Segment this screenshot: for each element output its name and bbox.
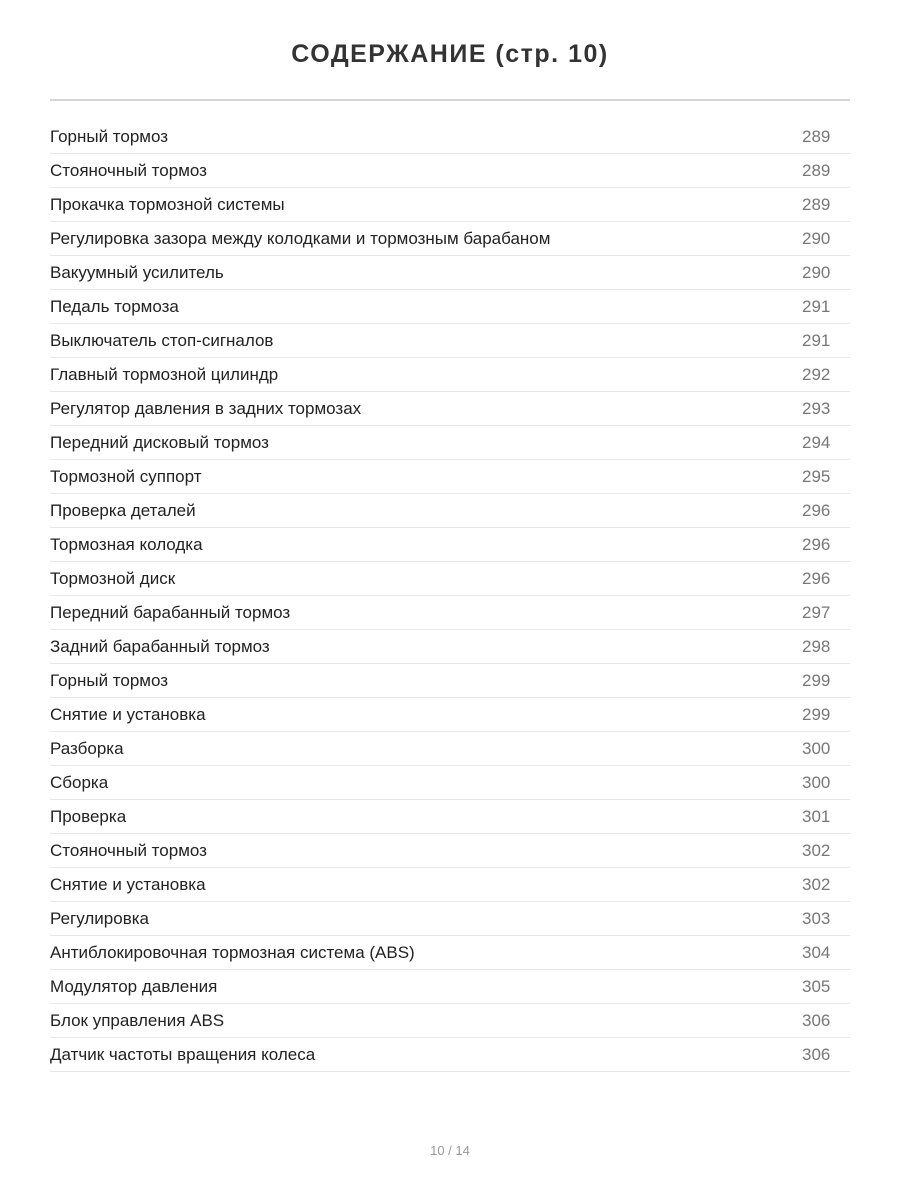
- toc-entry[interactable]: [50, 630, 850, 664]
- toc-entry-page-number: 297: [802, 603, 831, 622]
- toc-entry[interactable]: [50, 732, 850, 766]
- toc-entry-label: Тормозной диск: [50, 569, 176, 588]
- toc-entry[interactable]: [50, 698, 850, 732]
- toc-entry-label: Датчик частоты вращения колеса: [50, 1045, 316, 1064]
- toc-entry-page-number: 290: [802, 263, 831, 282]
- toc-entry-page-number: 300: [802, 773, 831, 792]
- toc-entry-label: Задний барабанный тормоз: [50, 637, 270, 656]
- title-divider: [50, 99, 850, 101]
- toc-entry-label: Стояночный тормоз: [50, 841, 207, 860]
- toc-entry-page-number: 304: [802, 943, 831, 962]
- toc-entry-page-number: 295: [802, 467, 831, 486]
- toc-entry[interactable]: [50, 256, 850, 290]
- toc-entry-label: Вакуумный усилитель: [50, 263, 224, 282]
- toc-entry[interactable]: [50, 1038, 850, 1072]
- toc-entry[interactable]: [50, 834, 850, 868]
- page-indicator: 10 / 14: [430, 1143, 470, 1158]
- toc-entry-page-number: 298: [802, 637, 831, 656]
- toc-entry-label: Модулятор давления: [50, 977, 218, 996]
- toc-entry-label: Блок управления ABS: [50, 1011, 225, 1030]
- toc-entry-label: Проверка: [50, 807, 127, 826]
- toc-entry-page-number: 291: [802, 297, 831, 316]
- toc-entry-page-number: 302: [802, 875, 831, 894]
- toc-entry-label: Стояночный тормоз: [50, 161, 207, 180]
- toc-entry[interactable]: [50, 392, 850, 426]
- toc-entry-label: Снятие и установка: [50, 705, 206, 724]
- toc-entry-page-number: 296: [802, 569, 831, 588]
- toc-entry-label: Педаль тормоза: [50, 297, 179, 316]
- toc-entry-label: Сборка: [50, 773, 109, 792]
- toc-entry[interactable]: [50, 970, 850, 1004]
- toc-entry[interactable]: [50, 290, 850, 324]
- toc-entry[interactable]: [50, 222, 850, 256]
- toc-entry[interactable]: [50, 324, 850, 358]
- toc-entry[interactable]: [50, 596, 850, 630]
- toc-entry[interactable]: [50, 868, 850, 902]
- toc-entry[interactable]: [50, 664, 850, 698]
- toc-entry-page-number: 302: [802, 841, 831, 860]
- page-title: СОДЕРЖАНИЕ (стр. 10): [291, 40, 609, 68]
- toc-entry-page-number: 293: [802, 399, 831, 418]
- toc-entry[interactable]: [50, 426, 850, 460]
- toc-entry-page-number: 290: [802, 229, 831, 248]
- toc-entry-page-number: 306: [802, 1045, 831, 1064]
- toc-entry-page-number: 296: [802, 535, 831, 554]
- toc-entry-page-number: 291: [802, 331, 831, 350]
- toc-entry[interactable]: [50, 562, 850, 596]
- toc-entry-label: Регулятор давления в задних тормозах: [50, 399, 362, 418]
- toc-entry[interactable]: [50, 902, 850, 936]
- toc-entry-page-number: 289: [802, 161, 831, 180]
- toc-entry-page-number: 303: [802, 909, 831, 928]
- toc-entry[interactable]: [50, 358, 850, 392]
- toc-entry-page-number: 299: [802, 705, 831, 724]
- toc-entry-page-number: 289: [802, 195, 831, 214]
- toc-entry[interactable]: [50, 936, 850, 970]
- toc-entry[interactable]: [50, 154, 850, 188]
- toc-entry[interactable]: [50, 528, 850, 562]
- toc-entry-page-number: 294: [802, 433, 831, 452]
- toc-entry-label: Снятие и установка: [50, 875, 206, 894]
- toc-entry-page-number: 306: [802, 1011, 831, 1030]
- toc-entry[interactable]: [50, 460, 850, 494]
- toc-entry[interactable]: [50, 120, 850, 154]
- toc-entry-page-number: 299: [802, 671, 831, 690]
- toc-entry-page-number: 300: [802, 739, 831, 758]
- toc-entry[interactable]: [50, 494, 850, 528]
- toc-entry-label: Главный тормозной цилиндр: [50, 365, 279, 384]
- toc-entry[interactable]: [50, 1004, 850, 1038]
- toc-entry-label: Регулировка: [50, 909, 149, 928]
- toc-entry-label: Антиблокировочная тормозная система (ABS): [50, 943, 415, 962]
- toc-entry-label: Тормозной суппорт: [50, 467, 202, 486]
- toc-entry-label: Горный тормоз: [50, 127, 169, 146]
- toc-entry-label: Горный тормоз: [50, 671, 169, 690]
- toc-entry-label: Тормозная колодка: [50, 535, 203, 554]
- toc-entry-label: Прокачка тормозной системы: [50, 195, 285, 214]
- toc-entry-page-number: 296: [802, 501, 831, 520]
- toc-entry-page-number: 301: [802, 807, 831, 826]
- toc-entry-label: Разборка: [50, 739, 124, 758]
- toc-entry-page-number: 305: [802, 977, 831, 996]
- toc-entry-page-number: 289: [802, 127, 831, 146]
- toc-entry-label: Выключатель стоп-сигналов: [50, 331, 274, 350]
- toc-entry-page-number: 292: [802, 365, 831, 384]
- toc-entry[interactable]: [50, 766, 850, 800]
- toc-entry[interactable]: [50, 800, 850, 834]
- toc-entry-label: Передний дисковый тормоз: [50, 433, 269, 452]
- toc-entry-label: Передний барабанный тормоз: [50, 603, 291, 622]
- toc-entry-label: Регулировка зазора между колодками и тормозным барабаном: [50, 229, 551, 248]
- toc-list: [50, 120, 850, 1072]
- toc-entry-label: Проверка деталей: [50, 501, 196, 520]
- toc-entry[interactable]: [50, 188, 850, 222]
